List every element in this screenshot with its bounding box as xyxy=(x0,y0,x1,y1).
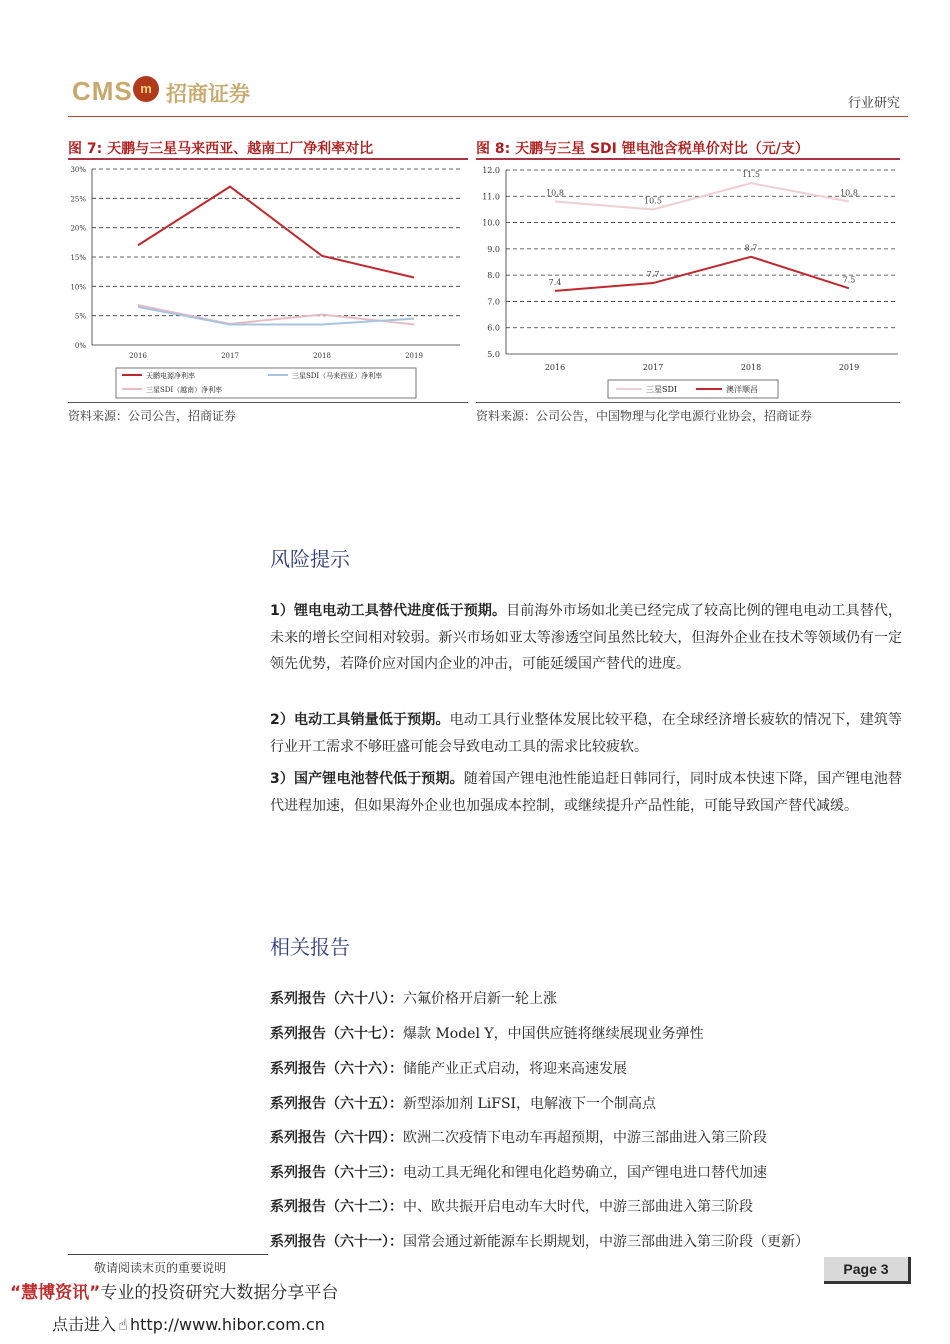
data-label: 7.4 xyxy=(548,277,562,287)
risk-item-body: 随着国产锂电池性能追赶日韩同行，同时成本快速下降，国产锂电池替代进程加速，但如果海外企业也加强成本控制，或继续提升产品性能，可能导致国产替代减缓。 xyxy=(270,771,902,814)
hibor-url-link[interactable]: http://www.hibor.com.cn xyxy=(130,1315,325,1334)
series-line-1 xyxy=(138,187,414,278)
related-report-text: 储能产业正式启动，将迎来高速发展 xyxy=(403,1061,627,1077)
related-report-text: 爆款 Model Y，中国供应链将继续展现业务弹性 xyxy=(403,1026,704,1042)
legend-label-2: 三星SDI（马来西亚）净利率 xyxy=(292,372,383,380)
hibor-link-row[interactable] xyxy=(52,1312,325,1335)
legend-label-3: 三星SDI（越南）净利率 xyxy=(146,386,223,394)
related-report-item[interactable] xyxy=(270,1162,767,1182)
related-report-text: 六氟价格开启新一轮上涨 xyxy=(403,991,557,1007)
x-tick-label: 2016 xyxy=(544,363,566,372)
figure7-source: 资料来源：公司公告，招商证券 xyxy=(68,409,237,423)
footer-disclaimer-note: 敬请阅读末页的重要说明 xyxy=(94,1261,227,1275)
related-report-label: 系列报告（六十一）： xyxy=(270,1234,403,1250)
risk-section-title: 风险提示 xyxy=(270,547,350,571)
y-tick-label: 30% xyxy=(70,166,86,174)
x-tick-label: 2017 xyxy=(221,352,239,360)
related-report-item[interactable] xyxy=(270,1093,656,1113)
y-tick-label: 9.0 xyxy=(487,244,500,254)
y-tick-label: 10.0 xyxy=(482,218,500,228)
risk-item-body: 目前海外市场如北美已经完成了较高比例的锂电电动工具替代，未来的增长空间相对较弱。新兴市场如亚太等渗透空间虽然比较大，但海外企业在技术等领域仍有一定领先优势，若降价应对国内企业的冲击，可能延缓国产替代的进度。 xyxy=(270,603,902,672)
related-report-label: 系列报告（六十六）： xyxy=(270,1061,403,1077)
related-report-item[interactable] xyxy=(270,1127,767,1147)
related-report-label: 系列报告（六十八）： xyxy=(270,991,403,1007)
risk-item-head: 3）国产锂电池替代低于预期。 xyxy=(270,771,464,787)
risk-item-2 xyxy=(270,707,902,760)
y-tick-label: 15% xyxy=(70,254,86,262)
y-tick-label: 20% xyxy=(70,224,86,233)
risk-item-head: 2）电动工具销量低于预期。 xyxy=(270,712,450,728)
risk-item-body: 电动工具行业整体发展比较平稳，在全球经济增长疲软的情况下，建筑等行业开工需求不够旺盛可能会导致电动工具的需求比较疲软。 xyxy=(270,712,902,755)
header-divider xyxy=(68,116,908,117)
logo-badge-icon: m xyxy=(133,76,159,102)
related-report-item[interactable] xyxy=(270,1231,809,1251)
related-report-label: 系列报告（六十四）： xyxy=(270,1130,403,1146)
risk-item-head: 1）锂电电动工具替代进度低于预期。 xyxy=(270,603,507,619)
hibor-banner xyxy=(10,1278,338,1303)
page-number: Page 3 xyxy=(824,1257,911,1284)
report-category: 行业研究 xyxy=(847,96,900,111)
related-report-text: 电动工具无绳化和锂电化趋势确立，国产锂电进口替代加速 xyxy=(403,1165,767,1181)
figure7-title: 图 7: 天鹏与三星马来西亚、越南工厂净利率对比 xyxy=(68,141,374,157)
related-section-title: 相关报告 xyxy=(270,935,350,959)
logo-cms-text: CMS xyxy=(72,76,133,106)
data-label: 7.5 xyxy=(842,275,856,285)
related-report-text: 中、欧共振开启电动车大时代，中游三部曲进入第三阶段 xyxy=(403,1199,753,1215)
related-report-label: 系列报告（六十三）： xyxy=(270,1165,403,1181)
related-report-item[interactable] xyxy=(270,1196,753,1216)
y-tick-label: 11.0 xyxy=(482,192,500,202)
risk-item-3 xyxy=(270,766,902,819)
related-report-item[interactable] xyxy=(270,1023,704,1043)
y-tick-label: 6.0 xyxy=(487,323,500,333)
related-report-label: 系列报告（六十七）： xyxy=(270,1026,403,1042)
related-report-item[interactable] xyxy=(270,1058,627,1078)
y-tick-label: 10% xyxy=(70,283,86,292)
y-tick-label: 8.0 xyxy=(487,271,500,281)
footer-divider xyxy=(68,1254,268,1255)
legend-label-2: 澳洋顺昌 xyxy=(726,385,758,394)
y-tick-label: 5.0 xyxy=(487,350,500,359)
hibor-slogan: 专业的投资研究大数据分享平台 xyxy=(100,1283,339,1303)
data-label: 10.8 xyxy=(840,188,858,198)
x-tick-label: 2016 xyxy=(129,352,147,360)
related-report-label: 系列报告（六十五）： xyxy=(270,1096,403,1112)
risk-item-1 xyxy=(270,598,902,678)
figure7-chart xyxy=(68,160,468,400)
related-report-item[interactable] xyxy=(270,988,557,1008)
x-tick-label: 2018 xyxy=(740,363,762,372)
y-tick-label: 5% xyxy=(74,312,86,321)
data-label: 10.8 xyxy=(546,188,564,198)
data-label: 8.7 xyxy=(744,243,758,253)
y-tick-label: 0% xyxy=(74,342,86,350)
series-line-2 xyxy=(555,257,849,291)
x-tick-label: 2019 xyxy=(838,363,860,372)
figure8-bottom-rule xyxy=(476,402,900,403)
hibor-enter-label: 点击进入 xyxy=(52,1315,117,1334)
x-tick-label: 2018 xyxy=(313,352,331,360)
x-tick-label: 2019 xyxy=(405,352,423,360)
related-report-text: 国常会通过新能源车长期规划，中游三部曲进入第三阶段（更新） xyxy=(403,1234,809,1250)
legend-label-1: 三星SDI xyxy=(646,385,678,394)
y-tick-label: 7.0 xyxy=(487,297,500,307)
figure7-bottom-rule xyxy=(68,402,468,403)
figure8-chart xyxy=(476,160,900,400)
figure8-source: 资料来源：公司公告，中国物理与化学电源行业协会，招商证券 xyxy=(476,409,813,423)
hibor-brand: “慧博资讯” xyxy=(10,1283,101,1303)
legend-label-1: 天鹏电源净利率 xyxy=(146,372,195,380)
data-label: 11.5 xyxy=(742,170,760,180)
related-report-text: 欧洲二次疫情下电动车再超预期，中游三部曲进入第三阶段 xyxy=(403,1130,767,1146)
x-tick-label: 2017 xyxy=(642,363,664,372)
hand-pointer-icon: ☝ xyxy=(118,1315,128,1334)
y-tick-label: 25% xyxy=(70,195,86,204)
y-tick-label: 12.0 xyxy=(482,166,500,175)
data-label: 10.5 xyxy=(644,196,662,206)
logo-company-name: 招商证券 xyxy=(166,82,250,106)
related-report-label: 系列报告（六十二）： xyxy=(270,1199,403,1215)
figure8-title: 图 8: 天鹏与三星 SDI 锂电池含税单价对比（元/支） xyxy=(476,141,809,157)
related-report-text: 新型添加剂 LiFSI，电解液下一个制高点 xyxy=(403,1096,657,1112)
data-label: 7.7 xyxy=(646,270,660,280)
